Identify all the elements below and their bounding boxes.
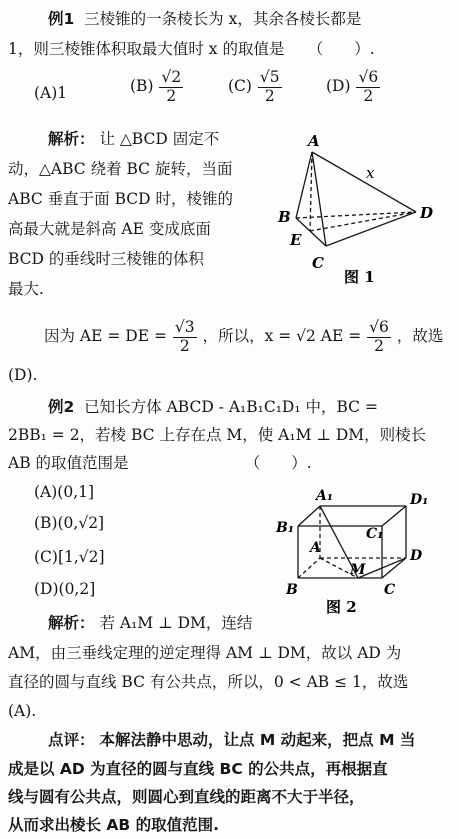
option-d-denominator: 2	[363, 86, 374, 105]
fig1-label-x: x	[366, 164, 375, 182]
example1-stem-line1	[48, 8, 361, 30]
equation-frac1-numerator: √3	[174, 318, 195, 336]
equation-middle: ，所以，x = √2 AE =	[202, 327, 362, 345]
option-b-label: (B)	[130, 77, 154, 95]
example2-stem-text1: 已知长方体 ABCD - A₁B₁C₁D₁ 中，BC =	[84, 398, 378, 416]
fig1-caption: 图 1	[344, 268, 375, 286]
example2-analysis-line3: 直径的圆与直线 BC 有公共点，所以，0 < AB ≤ 1，故选	[8, 673, 409, 691]
example2-option-b: (B)(0,√2]	[34, 514, 105, 532]
example1-option-a: (A)1	[34, 84, 68, 102]
fig1-label-b: B	[278, 208, 291, 226]
equation-frac1-denominator: 2	[179, 336, 190, 355]
example1-analysis-line5: BCD 的垂线时三棱锥的体积	[8, 250, 204, 268]
example1-stem-line2: 1，则三棱锥体积取最大值时 x 的取值是 （ ）.	[8, 40, 375, 58]
analysis2-text1: 若 A₁M ⊥ DM，连结	[99, 614, 253, 632]
fig1-label-d: D	[420, 204, 434, 222]
equation-suffix: ，故选	[396, 327, 444, 345]
fig2-label-a1: A₁	[316, 488, 333, 504]
comment-line2: 成是以 AD 为直径的圆与直线 BC 的公共点，再根据直	[8, 760, 388, 778]
example2-option-d: (D)(0,2]	[34, 580, 96, 598]
fig2-label-d1: D₁	[410, 492, 429, 508]
equation-frac2-denominator: 2	[374, 336, 384, 355]
figure1-tetrahedron	[270, 130, 445, 295]
fig2-label-c1: C₁	[366, 526, 384, 542]
example1-label: 例1	[48, 10, 75, 28]
example1-option-c	[228, 70, 283, 104]
example1-option-d	[326, 70, 381, 104]
fig2-label-b1: B₁	[276, 520, 294, 536]
example2-label: 例2	[48, 398, 75, 416]
option-b-denominator: 2	[166, 86, 177, 105]
example1-answer: (D).	[8, 366, 38, 384]
example2-analysis-line1	[48, 612, 252, 634]
fig2-label-m: M	[350, 562, 366, 578]
comment-label: 点评：	[48, 731, 95, 749]
example2-stem-line2: 2BB₁ = 2，若棱 BC 上存在点 M，使 A₁M ⊥ DM，则棱长	[8, 426, 427, 444]
example2-option-a: (A)(0,1]	[34, 483, 95, 501]
analysis2-label: 解析：	[48, 614, 95, 632]
example1-analysis-line3: ABC 垂直于面 BCD 时，棱锥的	[8, 190, 233, 208]
option-c-denominator: 2	[264, 86, 275, 105]
comment-line4: 从而求出棱长 AB 的取值范围.	[8, 816, 219, 834]
fig2-label-c: C	[384, 582, 396, 598]
example2-answer: (A).	[8, 702, 37, 720]
option-d-label: (D)	[326, 77, 351, 95]
example1-stem-text1: 三棱锥的一条棱长为 x，其余各棱长都是	[84, 10, 362, 28]
example1-option-b	[130, 70, 184, 104]
comment-line1	[48, 729, 415, 751]
example1-analysis-line6: 最大.	[8, 280, 44, 298]
option-c-numerator: √5	[259, 68, 280, 86]
comment-line3: 线与圆有公共点，则圆心到直线的距离不大于半径，	[8, 788, 365, 806]
fig2-label-a: A	[310, 540, 321, 556]
equation-prefix: 因为 AE = DE =	[44, 327, 167, 345]
option-c-label: (C)	[228, 77, 252, 95]
analysis-label: 解析：	[48, 130, 95, 148]
option-b-numerator: √2	[161, 68, 182, 86]
example1-analysis-line2: 动，△ABC 绕着 BC 旋转，当面	[8, 160, 233, 178]
fig2-caption: 图 2	[326, 598, 357, 616]
fig1-label-e: E	[290, 231, 302, 249]
fig2-label-d: D	[410, 548, 423, 564]
fig2-label-b: B	[286, 582, 298, 598]
option-d-numerator: √6	[358, 68, 379, 86]
example2-analysis-line2: AM，由三垂线定理的逆定理得 AM ⊥ DM，故以 AD 为	[8, 644, 402, 662]
example1-analysis-line1	[48, 128, 219, 150]
example2-stem-line3: AB 的取值范围是 （ ）.	[8, 454, 312, 472]
equation-frac2-numerator: √6	[369, 318, 389, 336]
fig1-label-a: A	[308, 132, 320, 150]
example1-analysis-line4: 高最大就是斜高 AE 变成底面	[8, 220, 211, 238]
example2-option-c: (C)[1,√2]	[34, 548, 105, 566]
example2-stem-line1	[48, 396, 378, 418]
comment-text1: 本解法静中思动，让点 M 动起来，把点 M 当	[99, 731, 416, 749]
fig1-label-c: C	[312, 254, 324, 272]
example1-equation	[44, 320, 443, 354]
analysis-text1: 让 △BCD 固定不	[99, 130, 220, 148]
figure2-cuboid	[272, 486, 454, 620]
